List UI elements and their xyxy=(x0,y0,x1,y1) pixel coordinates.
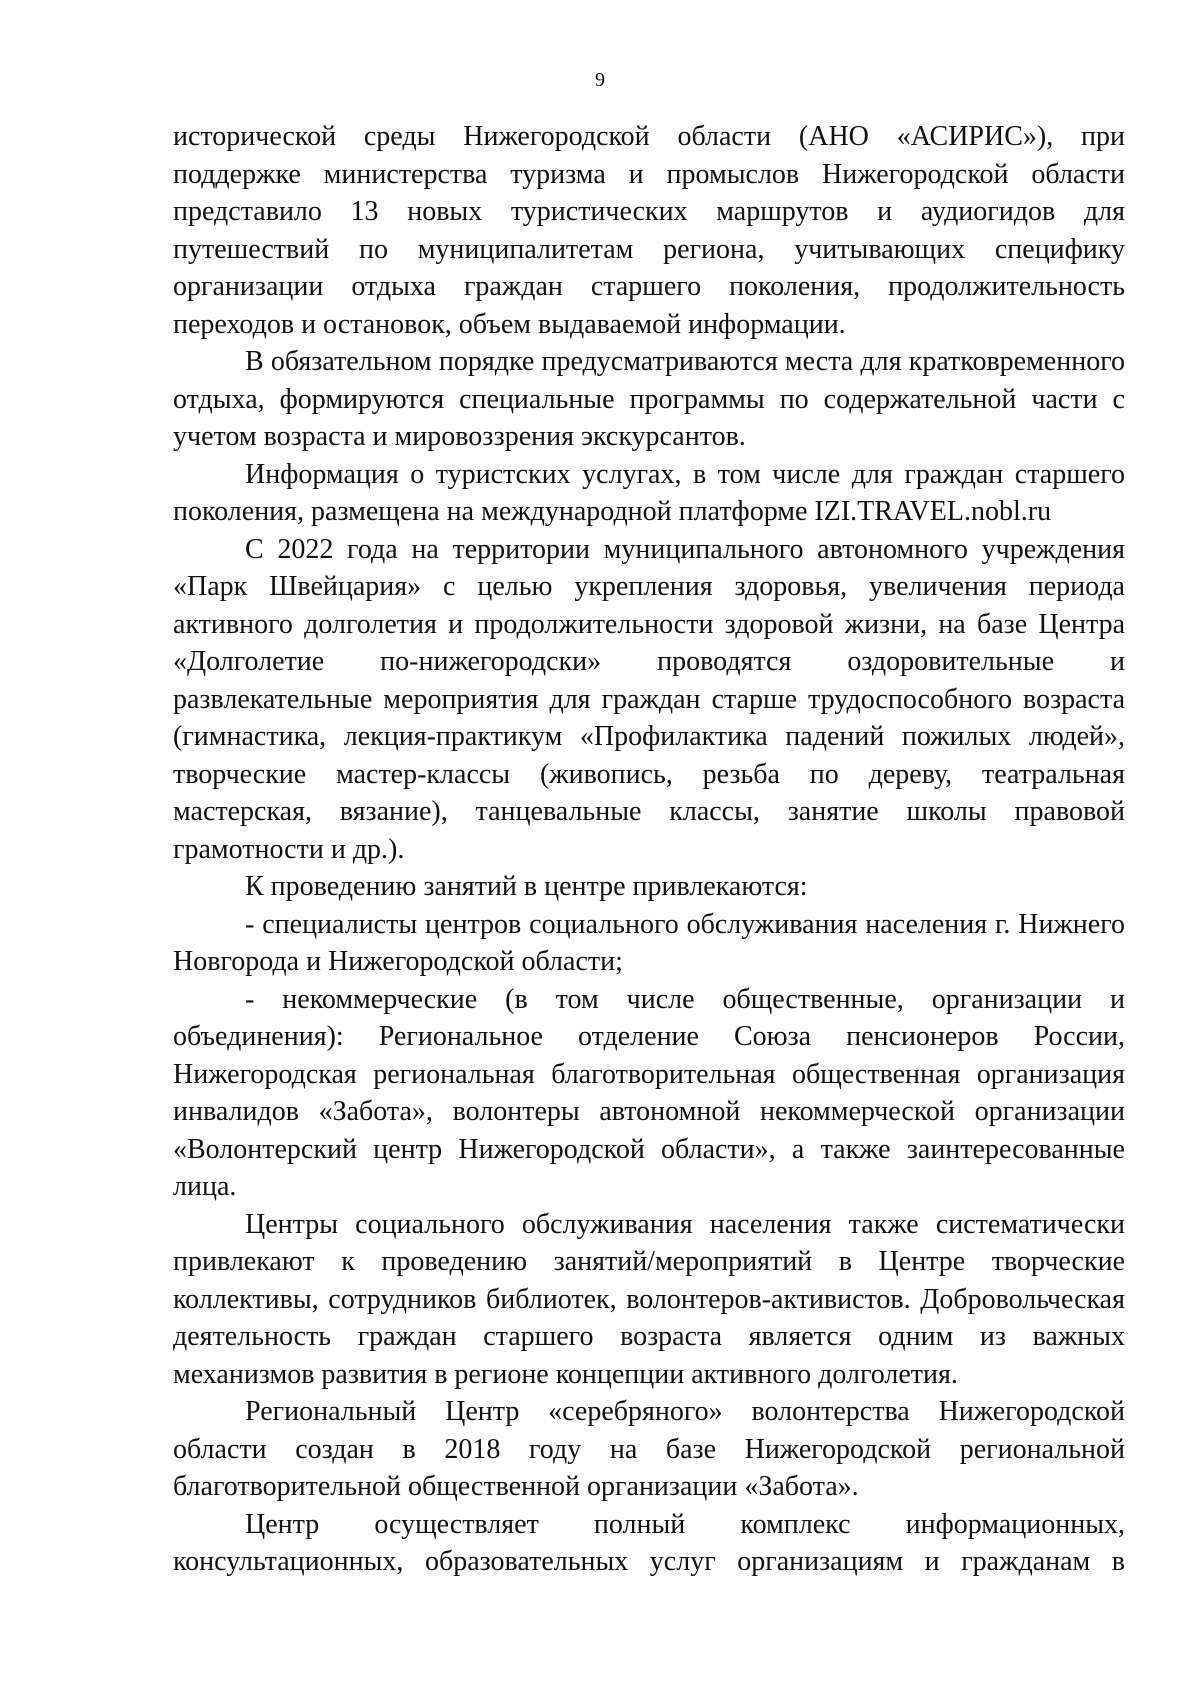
paragraph-park-switzerland: С 2022 года на территории муниципального автономного учреждения «Парк Швейцария» с целью укрепления здоровья, увеличения периода активного долголетия и продолжительности здоровой жизни, на базе Центра «Долголетие по-нижегородски» проводятся оздоровительные и развлекательные мероприятия для граждан старше трудоспособного возраста (гимнастика, лекция-практикум «Профилактика падений пожилых людей», творческие мастер-классы (живопись, резьба по дереву, театральная мастерская, вязание), танцевальные классы, занятие школы правовой грамотности и др.). xyxy=(173,533,1125,865)
list-item-specialists: - специалисты центров социального обслуживания населения г. Нижнего Новгорода и Нижегородской области; xyxy=(173,908,1125,977)
page-number: 9 xyxy=(595,69,605,91)
document-body xyxy=(173,118,1125,1581)
paragraph-involved-intro: К проведению занятий в центре привлекаются: xyxy=(245,871,808,902)
paragraph-social-centers: Центры социального обслуживания населения также систематически привлекают к проведению занятий/мероприятий в Центре творческие коллективы, сотрудников библиотек, волонтеров-активистов. Добровольческая деятельность граждан старшего возраста является одним из важных механизмов развития в регионе концепции активного долголетия. xyxy=(173,1208,1125,1390)
list-item-nonprofits: - некоммерческие (в том числе общественные, организации и объединения): Региональное отделение Союза пенсионеров России, Нижегородская региональная благотворительная общественная организация инвалидов «Забота», волонтеры автономной некоммерческой организации «Волонтерский центр Нижегородской области», а также заинтересованные лица. xyxy=(173,983,1125,1202)
paragraph-center-services: Центр осуществляет полный комплекс информационных, консультационных, образовательных услуг организациям и гражданам в xyxy=(173,1508,1125,1577)
paragraph-silver-volunteering: Региональный Центр «серебряного» волонтерства Нижегородской области создан в 2018 году на базе Нижегородской региональной благотворительной общественной организации «Забота». xyxy=(173,1396,1125,1502)
paragraph-rest-places: В обязательном порядке предусматриваются места для кратковременного отдыха, формируются специальные программы по содержательной части с учетом возраста и мировоззрения экскурсантов. xyxy=(173,346,1125,452)
paragraph-tourist-info: Информация о туристских услугах, в том числе для граждан старшего поколения, размещена на международной платформе IZI.TRAVEL.nobl.ru xyxy=(173,458,1125,527)
paragraph-aniris-routes: исторической среды Нижегородской области (АНО «АСИРИС»), при поддержке министерства туризма и промыслов Нижегородской области представило 13 новых туристических маршрутов и аудиогидов для путешествий по муниципалитетам региона, учитывающих специфику организации отдыха граждан старшего поколения, продолжительность переходов и остановок, объем выдаваемой информации. xyxy=(173,121,1125,340)
